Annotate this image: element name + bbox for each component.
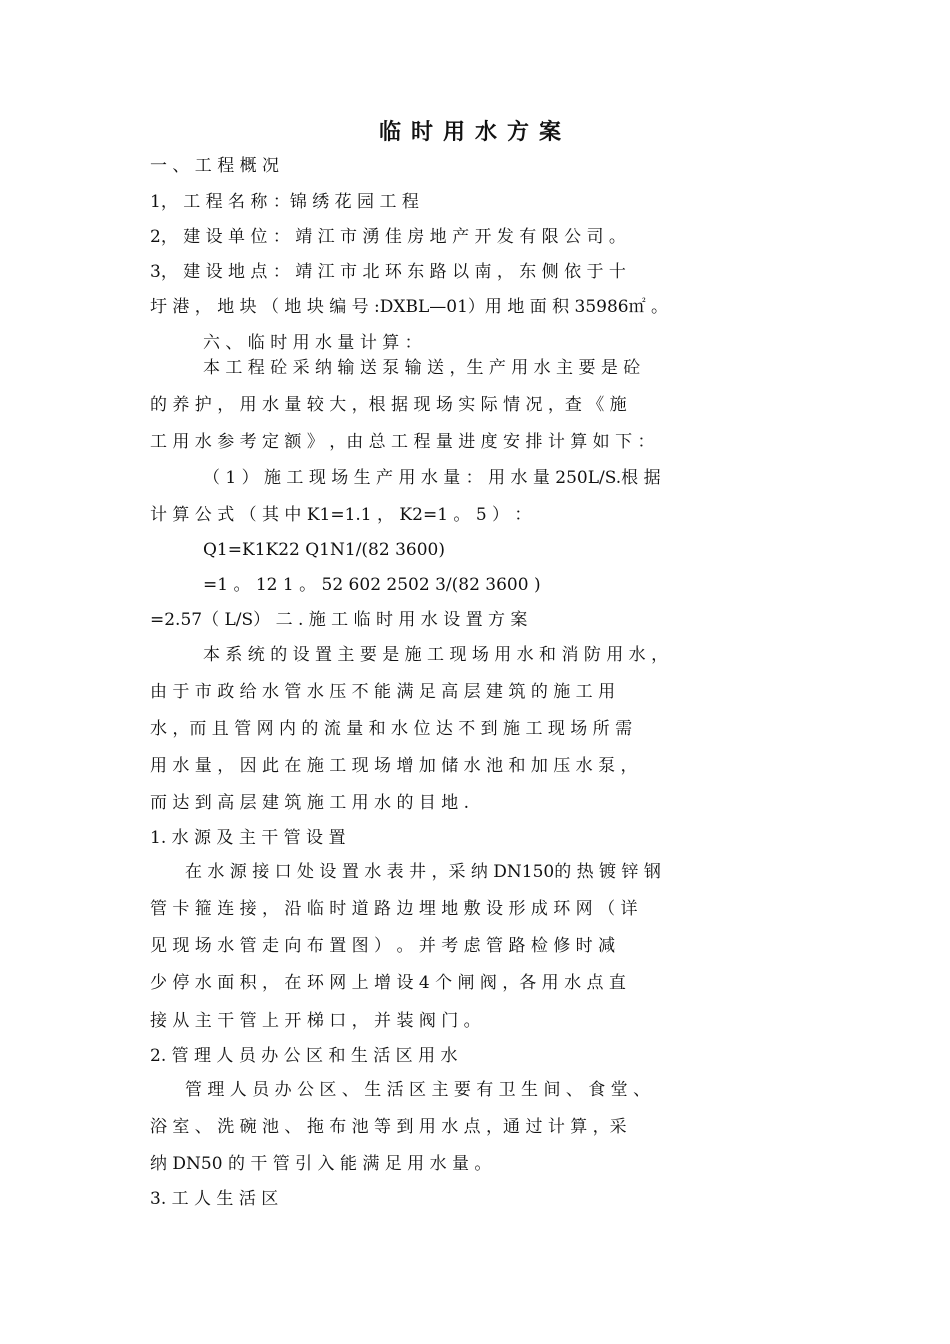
- paragraph-line: 见 现 场 水 管 走 向 布 置 图 ） 。 并 考 虑 管 路 检 修 时 减: [150, 936, 616, 956]
- paragraph-line: 1， 工 程 名 称 ：锦 绣 花 园 工 程: [150, 192, 419, 212]
- paragraph-line: 管 卡 箍 连 接 ， 沿 临 时 道 路 边 埋 地 敷 设 形 成 环 网 （ 详: [150, 899, 638, 919]
- paragraph-line: 在 水 源 接 口 处 设 置 水 表 井 ，采 纳 DN150的 热 镀 锌 钢: [185, 862, 661, 882]
- formula-line: =1 。 12 1 。 52 602 2502 3/(82 3600 ): [203, 575, 541, 595]
- formula-result-line: =2.57（ L/S） 二 . 施 工 临 时 用 水 设 置 方 案: [150, 610, 528, 630]
- section-heading-overview: 一 、 工 程 概 况: [150, 156, 280, 176]
- paragraph-line: 纳 DN50 的 干 管 引 入 能 满 足 用 水 量 。: [150, 1154, 492, 1174]
- paragraph-line: 接 从 主 干 管 上 开 梯 口 ， 并 装 阀 门 。: [150, 1011, 481, 1031]
- paragraph-line: 本 系 统 的 设 置 主 要 是 施 工 现 场 用 水 和 消 防 用 水 ，: [203, 645, 669, 665]
- paragraph-line: 2， 建 设 单 位 ： 靖 江 市 湧 佳 房 地 产 开 发 有 限 公 司 。: [150, 227, 626, 247]
- paragraph-line: 的 养 护 ， 用 水 量 较 大 ，根 据 现 场 实 际 情 况 ，查 《 施: [150, 395, 627, 415]
- section-heading-worker-area: 3. 工 人 生 活 区: [150, 1189, 279, 1209]
- paragraph-line: 水 ，而 且 管 网 内 的 流 量 和 水 位 达 不 到 施 工 现 场 所 需: [150, 719, 633, 739]
- paragraph-line: 管 理 人 员 办 公 区 、 生 活 区 主 要 有 卫 生 间 、 食 堂 、: [185, 1080, 651, 1100]
- paragraph-line: 本 工 程 砼 采 纳 输 送 泵 输 送 ，生 产 用 水 主 要 是 砼: [203, 358, 641, 378]
- paragraph-line: 浴 室 、 洗 碗 池 、 拖 布 池 等 到 用 水 点 ，通 过 计 算 ，采: [150, 1117, 627, 1137]
- paragraph-line: 计 算 公 式 （ 其 中 K1=1.1 ， K2=1 。 5 ） ：: [150, 505, 532, 525]
- paragraph-line: 3， 建 设 地 点 ： 靖 江 市 北 环 东 路 以 南 ， 东 侧 依 于 十: [150, 262, 626, 282]
- formula-line: Q1=K1K22 Q1N1/(82 3600): [203, 540, 445, 560]
- document-title: 临时用水方案: [378, 120, 571, 145]
- section-heading-water-calc: 六 、 临 时 用 水 量 计 算 ：: [203, 333, 422, 353]
- paragraph-line: （ 1 ） 施 工 现 场 生 产 用 水 量 ： 用 水 量 250L/S.根 据: [203, 468, 661, 488]
- section-heading-office-water: 2. 管 理 人 员 办 公 区 和 生 活 区 用 水: [150, 1046, 458, 1066]
- section-heading-water-source: 1. 水 源 及 主 干 管 设 置: [150, 828, 346, 848]
- paragraph-line: 工 用 水 参 考 定 额 》 ，由 总 工 程 量 进 度 安 排 计 算 如 下 ：: [150, 432, 655, 452]
- paragraph-line: 圩 港 ， 地 块 （ 地 块 编 号 :DXBL—01）用 地 面 积 35986㎡ 。: [150, 297, 669, 317]
- paragraph-line: 由 于 市 政 给 水 管 水 压 不 能 满 足 高 层 建 筑 的 施 工 用: [150, 682, 616, 702]
- paragraph-line: 少 停 水 面 积 ， 在 环 网 上 增 设 4 个 闸 阀 ，各 用 水 点 直: [150, 973, 626, 993]
- paragraph-line: 而 达 到 高 层 建 筑 施 工 用 水 的 目 地 .: [150, 793, 470, 813]
- paragraph-line: 用 水 量 ， 因 此 在 施 工 现 场 增 加 储 水 池 和 加 压 水 泵 ，: [150, 756, 638, 776]
